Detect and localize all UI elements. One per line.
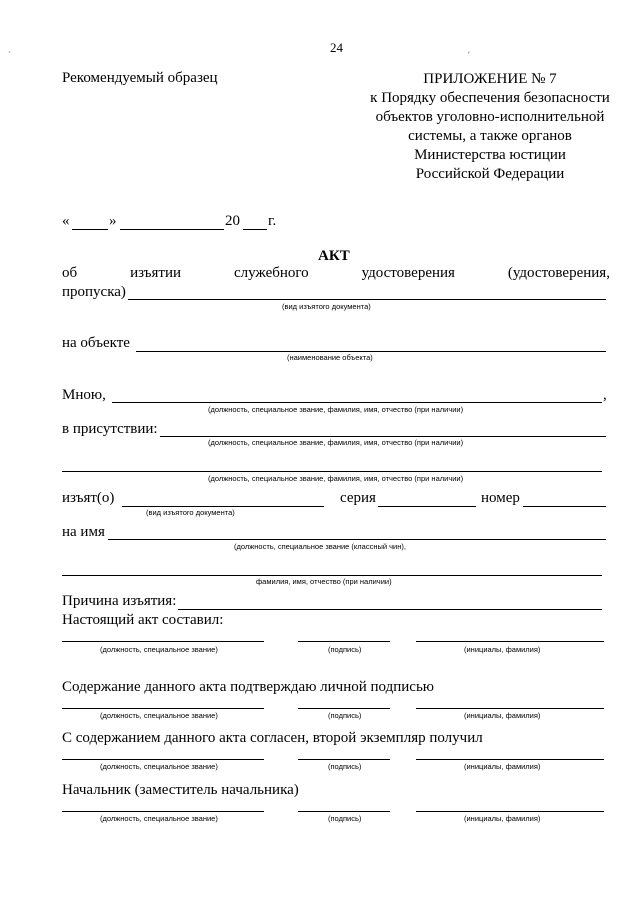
initials-field[interactable]: [416, 759, 604, 760]
caption-signature: (подпись): [328, 762, 362, 771]
number-label: номер: [481, 490, 520, 506]
signature-field[interactable]: [298, 811, 390, 812]
initials-field[interactable]: [416, 708, 604, 709]
reason-label: Причина изъятия:: [62, 593, 177, 609]
year-field[interactable]: [243, 229, 267, 230]
agree-label: С содержанием данного акта согласен, второй экземпляр получил: [62, 730, 483, 746]
subtitle-word: (удостоверения,: [507, 265, 610, 281]
caption-position-rank-class: (должность, специальное звание (классный чин),: [234, 542, 406, 551]
doc-type-field[interactable]: [128, 299, 606, 300]
recommended-sample-label: Рекомендуемый образец: [62, 70, 218, 86]
subtitle-word: удостоверения: [361, 265, 455, 281]
caption-signature: (подпись): [328, 645, 362, 654]
signature-field[interactable]: [298, 641, 390, 642]
series-label: серия: [340, 490, 376, 506]
position-sign-field[interactable]: [62, 641, 264, 642]
initials-field[interactable]: [416, 811, 604, 812]
scan-mark: ′: [468, 50, 470, 60]
caption-position-rank-name: (должность, специальное звание, фамилия, имя, отчество (при наличии): [208, 405, 464, 414]
chief-label: Начальник (заместитель начальника): [62, 782, 299, 798]
date-open-quote: «: [62, 213, 70, 229]
presence-label: в присутствии:: [62, 421, 158, 437]
subtitle-continuation: пропуска): [62, 284, 126, 300]
compiled-label: Настоящий акт составил:: [62, 612, 224, 628]
subtitle-word: служебного: [233, 265, 309, 281]
initials-field[interactable]: [416, 641, 604, 642]
witness-field-1[interactable]: [160, 436, 606, 437]
series-field[interactable]: [378, 506, 476, 507]
seized-label: изъят(о): [62, 490, 115, 506]
act-subtitle: [62, 265, 610, 282]
caption-doc-type: (вид изъятого документа): [282, 302, 371, 311]
caption-initials: (инициалы, фамилия): [464, 814, 541, 823]
caption-doc-type: (вид изъятого документа): [146, 508, 235, 517]
appendix-line: системы, а также органов: [408, 128, 572, 144]
object-name-field[interactable]: [136, 351, 606, 352]
caption-position-rank: (должность, специальное звание): [100, 711, 218, 720]
witness-field-2[interactable]: [62, 471, 602, 472]
position-sign-field[interactable]: [62, 708, 264, 709]
reason-field[interactable]: [178, 609, 602, 610]
caption-initials: (инициалы, фамилия): [464, 711, 541, 720]
number-field[interactable]: [523, 506, 606, 507]
month-field[interactable]: [120, 229, 224, 230]
on-object-label: на объекте: [62, 335, 130, 351]
scan-mark: ´: [8, 50, 11, 60]
act-title: АКТ: [318, 248, 350, 264]
caption-object-name: (наименование объекта): [287, 353, 373, 362]
compiler-field[interactable]: [112, 402, 602, 403]
confirm-label: Содержание данного акта подтверждаю личной подписью: [62, 679, 435, 695]
year-suffix: г.: [268, 213, 277, 229]
appendix-line: объектов уголовно-исполнительной: [375, 109, 605, 125]
holder-position-field[interactable]: [108, 539, 606, 540]
caption-position-rank: (должность, специальное звание): [100, 762, 218, 771]
position-sign-field[interactable]: [62, 759, 264, 760]
seized-doc-field[interactable]: [122, 506, 324, 507]
holder-fio-field[interactable]: [62, 575, 602, 576]
caption-position-rank-name: (должность, специальное звание, фамилия, имя, отчество (при наличии): [208, 474, 464, 483]
signature-field[interactable]: [298, 759, 390, 760]
caption-initials: (инициалы, фамилия): [464, 645, 541, 654]
comma: ,: [603, 387, 607, 403]
caption-signature: (подпись): [328, 711, 362, 720]
caption-position-rank: (должность, специальное звание): [100, 814, 218, 823]
by-me-label: Мною,: [62, 387, 106, 403]
appendix-line: к Порядку обеспечения безопасности: [370, 90, 610, 106]
appendix-line: Российской Федерации: [415, 166, 565, 182]
appendix-block: [370, 70, 610, 184]
caption-initials: (инициалы, фамилия): [464, 762, 541, 771]
position-sign-field[interactable]: [62, 811, 264, 812]
caption-fio: фамилия, имя, отчество (при наличии): [256, 577, 392, 586]
caption-signature: (подпись): [328, 814, 362, 823]
caption-position-rank-name: (должность, специальное звание, фамилия, имя, отчество (при наличии): [208, 438, 464, 447]
subtitle-word: изъятии: [130, 265, 182, 281]
day-field[interactable]: [72, 229, 108, 230]
year-prefix: 20: [225, 213, 240, 229]
caption-position-rank: (должность, специальное звание): [100, 645, 218, 654]
appendix-title: ПРИЛОЖЕНИЕ № 7: [423, 71, 557, 87]
subtitle-word: об: [62, 265, 78, 281]
on-name-label: на имя: [62, 524, 105, 540]
date-close-quote: »: [109, 213, 117, 229]
signature-field[interactable]: [298, 708, 390, 709]
appendix-line: Министерства юстиции: [414, 147, 566, 163]
page-number: 24: [330, 40, 343, 55]
